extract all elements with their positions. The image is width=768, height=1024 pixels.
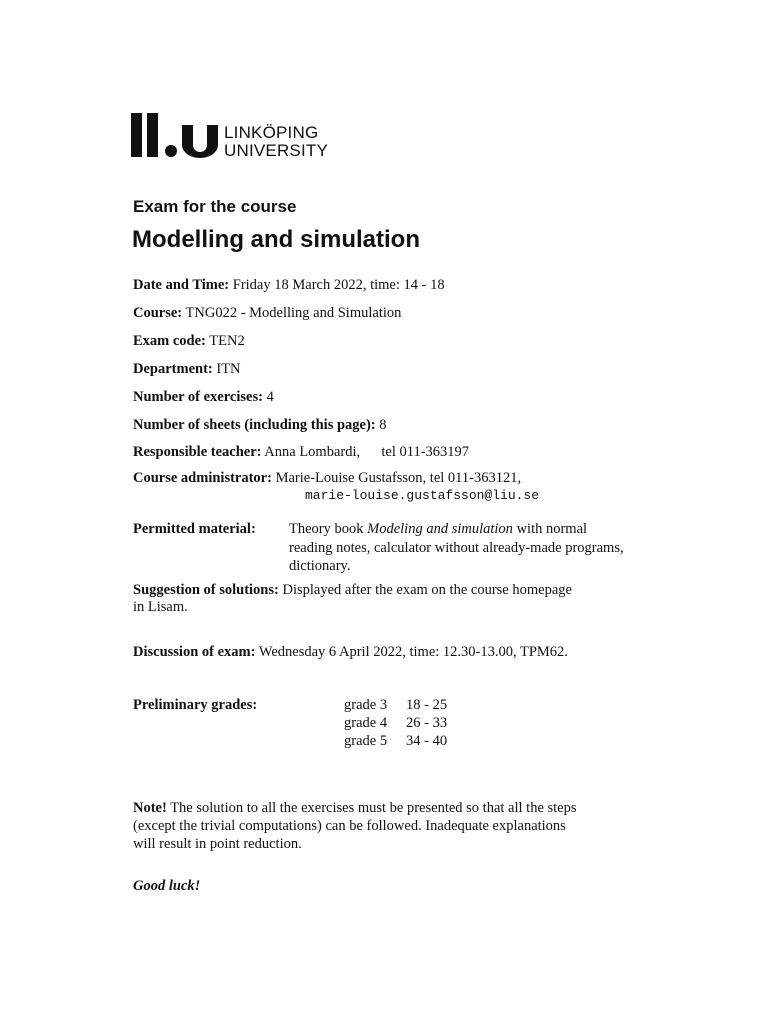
grade-name: grade 5 [344,733,388,749]
teacher-label: Responsible teacher: [133,444,262,460]
admin-email: marie-louise.gustafsson@liu.se [305,488,540,503]
note-line2: (except the trivial computations) can be followed. Inadequate explanations [133,818,566,834]
course-value: TNG022 - Modelling and Simulation [185,305,402,321]
teacher-row [133,444,469,461]
solutions-line1: Displayed after the exam on the course homepage [282,582,572,598]
course-label: Course: [133,305,183,321]
solutions-row [133,582,572,599]
sheets-row [133,417,387,434]
permitted-line2: reading notes, calculator without already-made programs, [289,540,624,556]
sheets-label: Number of sheets (including this page): [133,417,376,433]
grade-row [344,715,447,732]
discussion-row [133,644,568,661]
grade-range: 18 - 25 [406,697,448,713]
solutions-label: Suggestion of solutions: [133,582,279,598]
discussion-value: Wednesday 6 April 2022, time: 12.30-13.00, TPM62. [258,644,568,660]
department-row [133,361,241,378]
grade-range: 26 - 33 [406,715,448,731]
note-line1 [133,800,577,817]
permitted-book-title: Modeling and simulation [367,521,513,537]
teacher-tel: tel 011-363197 [381,444,470,460]
admin-row [133,470,521,487]
note-label: Note! [133,800,167,816]
exercises-value: 4 [266,389,274,405]
grade-name: grade 4 [344,715,388,731]
department-value: ITN [216,361,241,377]
exam-code-label: Exam code: [133,333,206,349]
course-title: Modelling and simulation [132,226,420,253]
permitted-line3: dictionary. [289,558,351,574]
course-row [133,305,401,322]
grade-row [344,697,447,714]
discussion-label: Discussion of exam: [133,644,256,660]
permitted-label [133,521,256,538]
university-name [224,124,328,160]
note-text1: The solution to all the exercises must be presented so that all the steps [170,800,577,816]
grades-label: Preliminary grades: [133,697,258,713]
solutions-line2: in Lisam. [133,599,188,615]
date-value: Friday 18 March 2022, time: 14 - 18 [232,277,445,293]
exam-code-row [133,333,245,350]
exam-subtitle: Exam for the course [133,197,297,216]
exercises-label: Number of exercises: [133,389,263,405]
sheets-value: 8 [379,417,387,433]
university-name-line2: UNIVERSITY [224,141,329,160]
date-row [133,277,445,294]
exam-code-value: TEN2 [209,333,245,349]
permitted-line1-post: with normal [512,521,588,537]
grade-range: 34 - 40 [406,733,448,749]
good-luck: Good luck! [133,878,201,894]
note-line3: will result in point reduction. [133,836,302,852]
department-label: Department: [133,361,213,377]
date-label: Date and Time: [133,277,230,293]
university-name-line1: LINKÖPING [224,123,319,142]
admin-label: Course administrator: [133,470,272,486]
exercises-row [133,389,274,406]
permitted-line1-pre: Theory book [289,521,368,537]
permitted-label-text: Permitted material: [133,521,256,537]
teacher-name: Anna Lombardi, [264,444,361,460]
grade-row [344,733,447,750]
admin-value: Marie-Louise Gustafsson, tel 011-363121, [275,470,522,486]
grade-name: grade 3 [344,697,388,713]
permitted-line1 [289,521,587,538]
